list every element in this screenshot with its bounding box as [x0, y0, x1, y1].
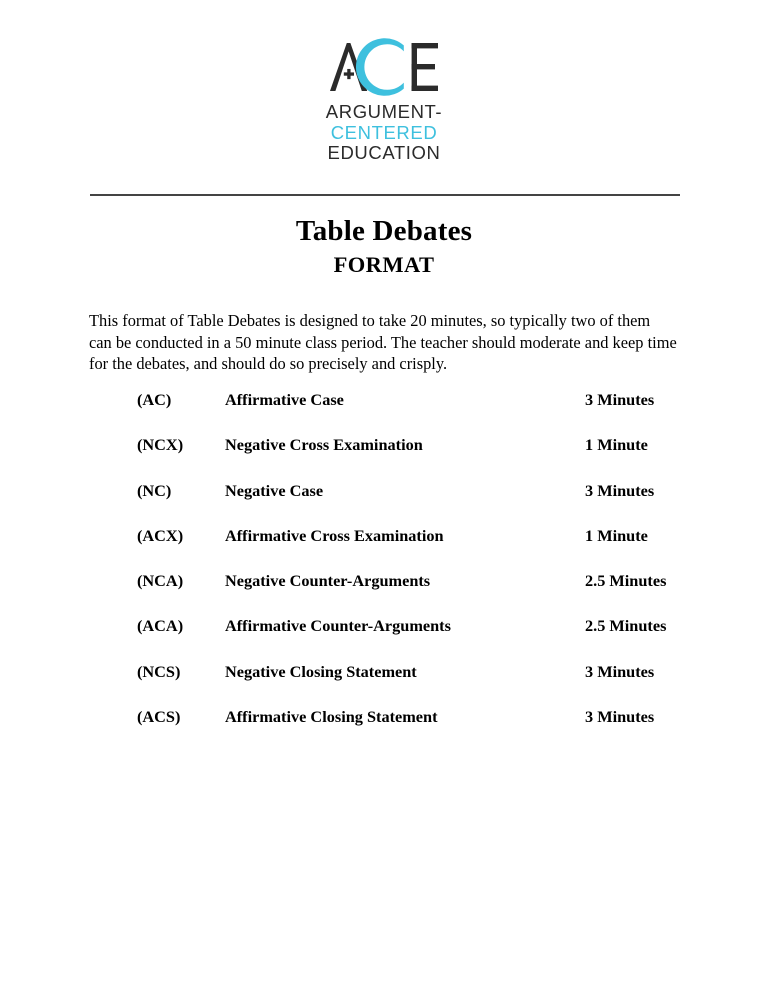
row-name: Affirmative Case: [225, 390, 344, 409]
table-row: [137, 481, 697, 526]
row-name: Negative Cross Examination: [225, 435, 423, 455]
organization-logo: [0, 38, 768, 164]
row-duration: 1 Minute: [585, 525, 648, 545]
intro-paragraph: This format of Table Debates is designed to take 20 minutes, so typically two of them can be conducted in a 50 minute class period. The teacher should moderate and keep time for the debates, and should do so precisely and crisply.: [89, 311, 677, 374]
table-row: [137, 390, 697, 435]
row-duration: 3 Minutes: [585, 661, 655, 681]
row-code: (ACS): [137, 707, 181, 727]
row-duration: 3 Minutes: [585, 480, 655, 500]
debate-format-table: [137, 390, 697, 752]
table-row: [137, 662, 697, 707]
logo-tagline: [0, 102, 768, 164]
header-divider: [90, 194, 680, 196]
row-name: Negative Closing Statement: [225, 661, 417, 681]
row-code: (NCA): [137, 571, 184, 591]
page-title: Table Debates: [295, 215, 473, 247]
row-code: (NC): [137, 480, 172, 500]
row-name: Negative Counter-Arguments: [225, 571, 431, 591]
row-name: Affirmative Cross Examination: [225, 525, 444, 545]
table-row: [137, 616, 697, 661]
row-duration: 2.5 Minutes: [585, 616, 667, 636]
table-row: [137, 435, 697, 480]
row-code: (AC): [137, 390, 172, 409]
tagline-line-2: CENTERED: [330, 121, 438, 143]
table-row: [137, 571, 697, 616]
row-code: (ACX): [137, 525, 184, 545]
row-code: (ACA): [137, 616, 184, 636]
row-duration: 1 Minute: [585, 435, 648, 455]
row-duration: 2.5 Minutes: [585, 571, 667, 591]
row-duration: 3 Minutes: [585, 707, 655, 727]
row-code: (NCS): [137, 661, 181, 681]
debate-format-table-body: [137, 390, 697, 752]
tagline-line-1: ARGUMENT-: [325, 101, 443, 122]
table-row: [137, 526, 697, 571]
tagline-line-3: EDUCATION: [327, 142, 441, 163]
ace-plus-logomark-icon: [324, 38, 444, 96]
row-name: Affirmative Closing Statement: [225, 707, 438, 727]
row-name: Affirmative Counter-Arguments: [225, 616, 451, 636]
row-name: Negative Case: [225, 480, 324, 500]
row-duration: 3 Minutes: [585, 390, 655, 409]
page-subtitle: FORMAT: [333, 252, 435, 277]
table-row: [137, 707, 697, 752]
row-code: (NCX): [137, 435, 184, 455]
